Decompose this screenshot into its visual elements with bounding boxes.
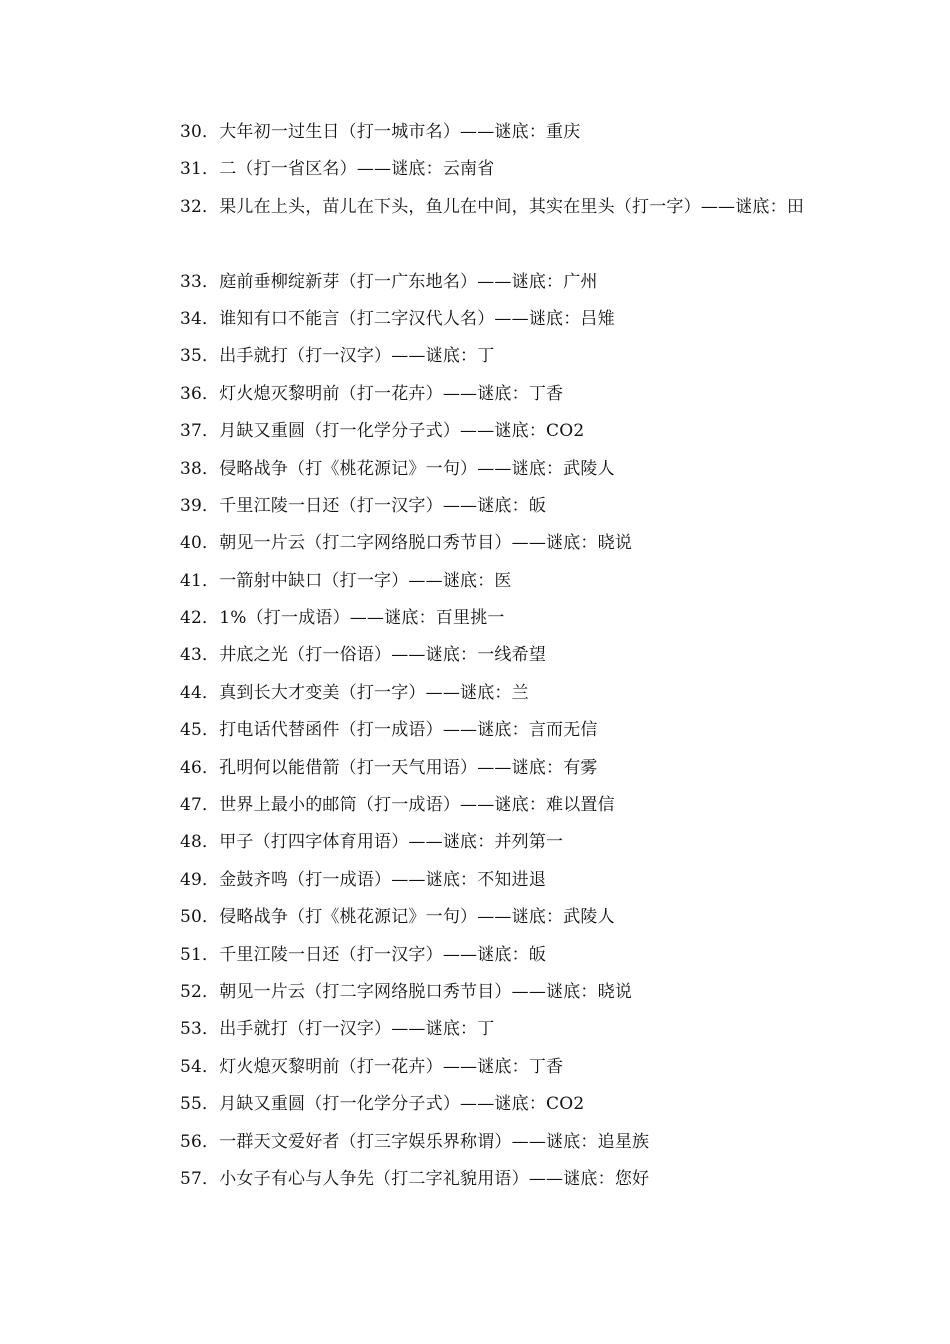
riddle-item: 46．孔明何以能借箭（打一天气用语）——谜底：有雾 [180, 757, 598, 778]
riddle-item: 54．灯火熄灭黎明前（打一花卉）——谜底：丁香 [180, 1056, 564, 1077]
riddle-item: 41．一箭射中缺口（打一字）——谜底：医 [180, 570, 512, 591]
riddle-item: 57．小女子有心与人争先（打二字礼貌用语）——谜底：您好 [180, 1168, 650, 1189]
riddle-item: 34．谁知有口不能言（打二字汉代人名）——谜底：吕雉 [180, 308, 615, 329]
riddle-item: 55．月缺又重圆（打一化学分子式）——谜底：CO2 [180, 1094, 585, 1115]
riddle-item: 47．世界上最小的邮筒（打一成语）——谜底：难以置信 [180, 795, 615, 816]
riddle-item: 52．朝见一片云（打二字网络脱口秀节目）——谜底：晓说 [180, 982, 633, 1002]
riddle-item: 30．大年初一过生日（打一城市名）——谜底：重庆 [180, 122, 581, 142]
riddle-item: 43．井底之光（打一俗语）——谜底：一线希望 [180, 645, 547, 666]
riddle-item: 40．朝见一片云（打二字网络脱口秀节目）——谜底：晓说 [180, 533, 633, 554]
riddle-item: 37．月缺又重圆（打一化学分子式）——谜底：CO2 [180, 421, 585, 442]
riddle-item: 56．一群天文爱好者（打三字娱乐界称谓）——谜底：追星族 [180, 1131, 650, 1152]
riddle-item: 51．千里江陵一日还（打一汉字）——谜底：皈 [180, 944, 547, 965]
riddle-item: 31．二（打一省区名）——谜底：云南省 [180, 159, 495, 180]
riddle-item: 35．出手就打（打一汉字）——谜底：丁 [180, 346, 495, 367]
riddle-item: 32．果儿在上头，苗儿在下头，鱼儿在中间，其实在里头（打一字）——谜底：田 [180, 196, 805, 217]
riddle-item: 44．真到长大才变美（打一字）——谜底：兰 [180, 682, 529, 703]
riddle-item: 33．庭前垂柳绽新芽（打一广东地名）——谜底：广州 [180, 271, 598, 292]
riddle-item: 53．出手就打（打一汉字）——谜底：丁 [180, 1019, 495, 1040]
riddle-list [142, 114, 822, 1198]
riddle-item: 48．甲子（打四字体育用语）——谜底：并列第一 [180, 832, 564, 853]
riddle-item: 50．侵略战争（打《桃花源记》一句）——谜底：武陵人 [180, 907, 615, 928]
riddle-item: 36．灯火熄灭黎明前（打一花卉）——谜底：丁香 [180, 383, 564, 404]
riddle-item: 39．千里江陵一日还（打一汉字）——谜底：皈 [180, 495, 547, 516]
riddle-item: 45．打电话代替函件（打一成语）——谜底：言而无信 [180, 720, 598, 741]
riddle-item: 38．侵略战争（打《桃花源记》一句）——谜底：武陵人 [180, 458, 615, 479]
riddle-item: 42．1%（打一成语）——谜底：百里挑一 [180, 608, 505, 629]
riddle-item: 49．金鼓齐鸣（打一成语）——谜底：不知进退 [180, 869, 547, 890]
